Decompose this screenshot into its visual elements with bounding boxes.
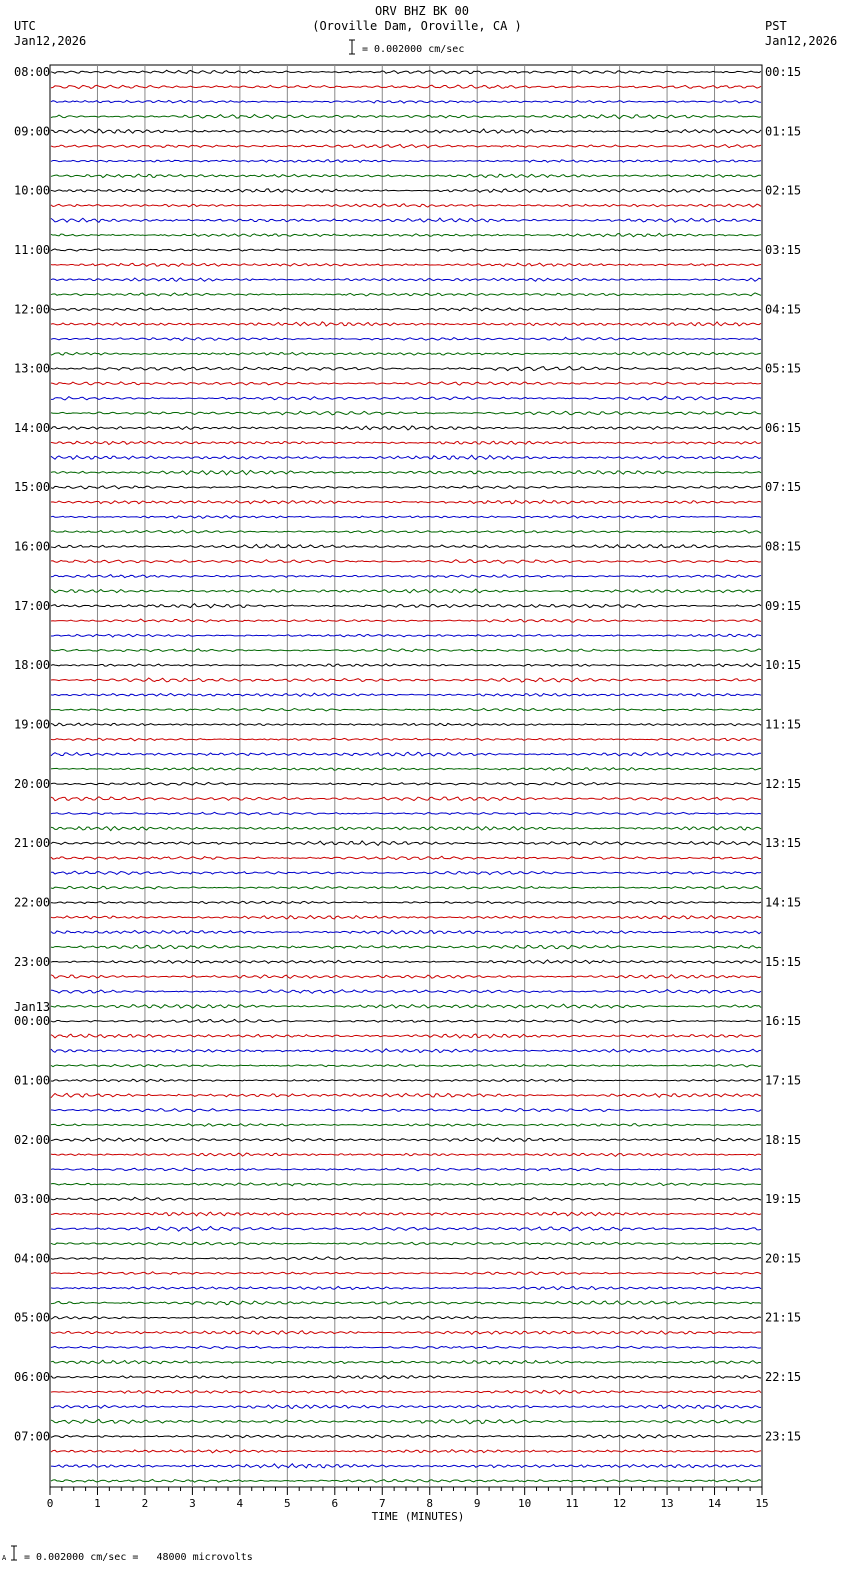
left-time-label: 15:00 xyxy=(14,480,51,495)
left-time-label: 03:00 xyxy=(14,1192,51,1207)
right-time-label: 12:15 xyxy=(765,776,802,791)
left-time-label: 08:00 xyxy=(14,65,51,79)
left-time-label: 18:00 xyxy=(14,658,51,673)
seismic-trace-82 xyxy=(51,1286,761,1289)
right-time-label: 14:15 xyxy=(765,895,802,910)
left-time-label: 16:00 xyxy=(14,539,51,554)
seismic-trace-53 xyxy=(51,856,761,859)
seismic-trace-52 xyxy=(51,841,761,846)
seismic-trace-42 xyxy=(51,693,761,696)
seismic-trace-0 xyxy=(51,70,761,73)
x-tick-label: 13 xyxy=(660,1497,674,1510)
right-date: Jan12,2026 xyxy=(765,34,838,48)
seismic-trace-92 xyxy=(51,1435,761,1438)
seismic-trace-30 xyxy=(51,516,761,519)
seismic-trace-75 xyxy=(51,1183,761,1186)
seismic-trace-24 xyxy=(51,426,761,430)
seismic-trace-2 xyxy=(51,100,761,103)
right-time-label: 18:15 xyxy=(765,1132,802,1147)
seismic-trace-94 xyxy=(51,1464,761,1468)
seismic-trace-48 xyxy=(51,782,761,785)
seismic-trace-38 xyxy=(51,634,761,637)
x-tick-label: 3 xyxy=(189,1497,196,1510)
seismic-trace-93 xyxy=(51,1450,761,1453)
seismic-trace-77 xyxy=(51,1212,761,1216)
right-time-label: 02:15 xyxy=(765,183,802,198)
left-time-label: 13:00 xyxy=(14,361,51,376)
seismic-trace-20 xyxy=(51,367,761,371)
right-time-label: 06:15 xyxy=(765,420,802,435)
seismic-trace-56 xyxy=(51,901,761,904)
right-time-label: 03:15 xyxy=(765,242,802,257)
right-time-label: 16:15 xyxy=(765,1014,802,1029)
seismic-trace-72 xyxy=(51,1138,761,1141)
seismic-trace-64 xyxy=(51,1019,761,1022)
x-tick-label: 1 xyxy=(94,1497,101,1510)
left-time-label: 17:00 xyxy=(14,598,51,613)
seismic-trace-27 xyxy=(51,470,761,475)
seismic-trace-83 xyxy=(51,1301,761,1305)
seismic-trace-33 xyxy=(51,560,761,564)
left-time-label: 21:00 xyxy=(14,836,51,851)
x-axis xyxy=(47,1487,769,1510)
left-time-label: 12:00 xyxy=(14,302,51,317)
right-time-label: 11:15 xyxy=(765,717,802,732)
seismic-trace-50 xyxy=(51,812,761,815)
x-tick-label: 14 xyxy=(707,1497,722,1510)
footer-scale-prefix: A xyxy=(2,1554,7,1562)
seismic-trace-66 xyxy=(51,1049,761,1053)
seismic-trace-80 xyxy=(51,1257,761,1260)
seismic-trace-25 xyxy=(51,441,761,444)
right-time-label: 15:15 xyxy=(765,954,802,969)
seismic-trace-54 xyxy=(51,871,761,874)
left-time-label: 04:00 xyxy=(14,1251,51,1266)
x-tick-label: 11 xyxy=(565,1497,579,1510)
seismic-trace-5 xyxy=(51,144,761,147)
x-tick-label: 10 xyxy=(518,1497,532,1510)
left-time-label: 14:00 xyxy=(14,420,51,435)
chart-title: ORV BHZ BK 00 xyxy=(375,4,469,18)
right-time-label: 19:15 xyxy=(765,1192,802,1207)
right-time-label: 13:15 xyxy=(765,836,802,851)
seismic-trace-71 xyxy=(51,1124,761,1127)
seismic-trace-95 xyxy=(51,1480,761,1483)
trace-group xyxy=(51,70,761,1482)
left-time-label: 11:00 xyxy=(14,242,51,257)
seismic-trace-86 xyxy=(51,1346,761,1348)
right-timezone: PST xyxy=(765,19,787,33)
seismic-trace-28 xyxy=(51,486,761,489)
seismic-trace-35 xyxy=(51,589,761,593)
x-tick-label: 9 xyxy=(473,1497,481,1510)
seismic-trace-88 xyxy=(51,1376,761,1379)
seismic-trace-34 xyxy=(51,575,761,578)
seismic-trace-45 xyxy=(51,738,761,741)
right-time-label: 21:15 xyxy=(765,1310,802,1325)
seismic-trace-23 xyxy=(51,411,761,415)
left-time-label: 02:00 xyxy=(14,1132,51,1147)
seismic-trace-68 xyxy=(51,1079,761,1082)
left-time-label: 00:00 xyxy=(14,1014,51,1029)
right-time-label: 22:15 xyxy=(765,1370,802,1385)
seismic-trace-43 xyxy=(51,708,761,711)
seismic-trace-32 xyxy=(51,544,761,547)
chart-subtitle: (Oroville Dam, Oroville, CA ) xyxy=(312,19,522,33)
left-time-labels xyxy=(14,65,50,1443)
x-tick-label: 2 xyxy=(141,1497,149,1510)
seismic-trace-65 xyxy=(51,1034,761,1038)
seismic-trace-74 xyxy=(51,1168,761,1171)
seismic-trace-36 xyxy=(51,604,761,608)
scale-label: = 0.002000 cm/sec xyxy=(362,44,465,55)
seismic-trace-73 xyxy=(51,1153,761,1156)
right-time-label: 10:15 xyxy=(765,658,802,673)
footer-scale-bar xyxy=(11,1546,17,1560)
seismic-trace-57 xyxy=(51,916,761,919)
seismic-trace-7 xyxy=(51,174,761,178)
right-time-label: 00:15 xyxy=(765,65,802,79)
x-tick-label: 7 xyxy=(378,1497,386,1510)
seismic-trace-13 xyxy=(51,263,761,266)
seismic-trace-10 xyxy=(51,218,761,222)
seismic-trace-84 xyxy=(51,1316,761,1319)
left-date-label: Jan13 xyxy=(14,1000,51,1015)
left-time-label: 09:00 xyxy=(14,124,51,139)
left-date: Jan12,2026 xyxy=(14,34,87,48)
seismic-trace-17 xyxy=(51,322,761,326)
right-time-labels xyxy=(765,65,801,1443)
seismic-trace-49 xyxy=(51,797,761,801)
seismic-trace-81 xyxy=(51,1272,761,1275)
seismic-trace-87 xyxy=(51,1360,761,1364)
seismic-trace-4 xyxy=(51,129,761,133)
seismic-trace-1 xyxy=(51,85,761,89)
left-time-label: 19:00 xyxy=(14,717,51,732)
seismic-trace-9 xyxy=(51,204,761,207)
seismic-trace-58 xyxy=(51,930,761,933)
seismic-trace-63 xyxy=(51,1004,761,1008)
seismic-trace-26 xyxy=(51,455,761,459)
seismic-trace-22 xyxy=(51,396,761,399)
right-time-label: 20:15 xyxy=(765,1251,802,1266)
x-tick-label: 5 xyxy=(284,1497,291,1510)
x-tick-label: 6 xyxy=(331,1497,339,1510)
seismic-trace-60 xyxy=(51,960,761,964)
left-time-label: 05:00 xyxy=(14,1310,51,1325)
right-time-label: 04:15 xyxy=(765,302,802,317)
seismic-trace-18 xyxy=(51,337,761,340)
x-tick-label: 4 xyxy=(236,1497,244,1510)
x-tick-label: 12 xyxy=(612,1497,627,1510)
seismic-trace-46 xyxy=(51,752,761,756)
seismic-trace-12 xyxy=(51,249,761,251)
seismic-trace-79 xyxy=(51,1242,761,1245)
left-time-label: 10:00 xyxy=(14,183,51,198)
seismic-trace-90 xyxy=(51,1405,761,1409)
seismic-trace-11 xyxy=(51,233,761,236)
left-time-label: 20:00 xyxy=(14,776,51,791)
x-tick-label: 15 xyxy=(755,1497,769,1510)
seismic-trace-47 xyxy=(51,767,761,770)
right-time-label: 07:15 xyxy=(765,480,802,495)
left-time-label: 23:00 xyxy=(14,954,51,969)
seismic-trace-37 xyxy=(51,619,761,622)
seismic-trace-89 xyxy=(51,1390,761,1394)
seismic-trace-91 xyxy=(51,1419,761,1423)
seismic-trace-61 xyxy=(51,975,761,979)
right-time-label: 08:15 xyxy=(765,539,802,554)
left-timezone: UTC xyxy=(14,19,36,33)
seismic-trace-70 xyxy=(51,1109,761,1112)
footer-scale-label: = 0.002000 cm/sec = 48000 microvolts xyxy=(24,1552,253,1563)
seismic-trace-6 xyxy=(51,160,761,163)
seismic-trace-44 xyxy=(51,723,761,726)
right-time-label: 09:15 xyxy=(765,598,802,613)
seismic-trace-40 xyxy=(51,664,761,667)
seismic-trace-55 xyxy=(51,886,761,889)
seismic-trace-21 xyxy=(51,382,761,385)
left-time-label: 22:00 xyxy=(14,895,51,910)
x-tick-label: 8 xyxy=(426,1497,434,1510)
seismic-trace-59 xyxy=(51,945,761,949)
right-time-label: 01:15 xyxy=(765,124,802,139)
seismic-trace-67 xyxy=(51,1064,761,1067)
scale-bar xyxy=(349,40,355,54)
right-time-label: 23:15 xyxy=(765,1429,802,1444)
seismic-trace-16 xyxy=(51,308,761,311)
seismic-trace-39 xyxy=(51,649,761,652)
seismic-trace-85 xyxy=(51,1331,761,1335)
left-time-label: 06:00 xyxy=(14,1370,51,1385)
seismic-trace-51 xyxy=(51,827,761,831)
x-axis-label: TIME (MINUTES) xyxy=(371,1510,465,1523)
seismic-trace-31 xyxy=(51,530,761,533)
right-time-label: 17:15 xyxy=(765,1073,802,1088)
seismic-trace-62 xyxy=(51,990,761,994)
x-tick-label: 0 xyxy=(46,1497,54,1510)
left-time-label: 07:00 xyxy=(14,1429,51,1444)
seismic-trace-29 xyxy=(51,500,761,503)
seismic-trace-69 xyxy=(51,1093,761,1097)
seismic-trace-15 xyxy=(51,293,761,296)
seismic-trace-41 xyxy=(51,678,761,682)
seismic-trace-76 xyxy=(51,1197,761,1200)
right-time-label: 05:15 xyxy=(765,361,802,376)
seismic-trace-19 xyxy=(51,352,761,355)
seismic-trace-14 xyxy=(51,278,761,281)
seismic-trace-78 xyxy=(51,1226,761,1231)
left-time-label: 01:00 xyxy=(14,1073,51,1088)
seismic-trace-3 xyxy=(51,114,761,118)
seismic-trace-8 xyxy=(51,189,761,192)
